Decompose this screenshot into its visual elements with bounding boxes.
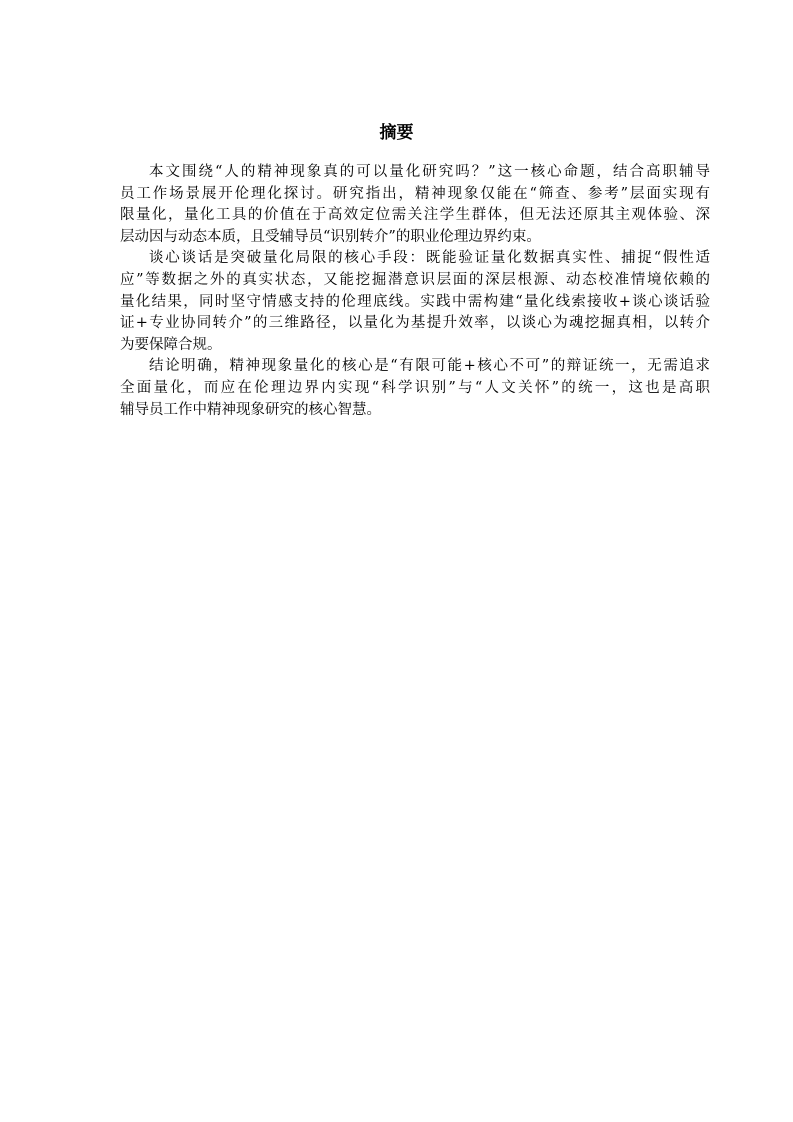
abstract-title: 摘要 [379,123,414,143]
paragraph-line: 谈心谈话是突破量化局限的核心手段：既能验证量化数据真实性、捕捉“假性适 [149,250,710,267]
abstract-paragraph [120,248,710,356]
abstract-body [120,162,710,421]
paragraph-line: 辅导员工作中精神现象研究的核心智慧。 [120,401,381,418]
abstract-paragraph [120,356,710,421]
abstract-paragraph [120,162,710,248]
paragraph-line: 为要保障合规。 [120,336,222,353]
paragraph-line: 员工作场景展开伦理化探讨。研究指出，精神现象仅能在“筛查、参考”层面实现有 [120,185,710,202]
paragraph-line: 本文围绕“人的精神现象真的可以量化研究吗？”这一核心命题，结合高职辅导 [149,164,710,180]
paragraph-line: 量化结果，同时坚守情感支持的伦理底线。实践中需构建“量化线索接收+谈心谈话验 [120,293,710,310]
paragraph-line: 应”等数据之外的真实状态，又能挖掘潜意识层面的深层根源、动态校准情境依赖的 [120,271,710,288]
paragraph-line: 结论明确，精神现象量化的核心是“有限可能+核心不可”的辩证统一，无需追求 [149,358,710,375]
paragraph-line: 全面量化，而应在伦理边界内实现“科学识别”与“人文关怀”的统一，这也是高职 [120,379,710,396]
paragraph-line: 层动因与动态本质，且受辅导员“识别转介”的职业伦理边界约束。 [120,228,541,245]
paragraph-line: 证+专业协同转介”的三维路径，以量化为基提升效率，以谈心为魂挖掘真相，以转介 [120,315,710,332]
paragraph-line: 限量化，量化工具的价值在于高效定位需关注学生群体，但无法还原其主观体验、深 [120,207,710,224]
